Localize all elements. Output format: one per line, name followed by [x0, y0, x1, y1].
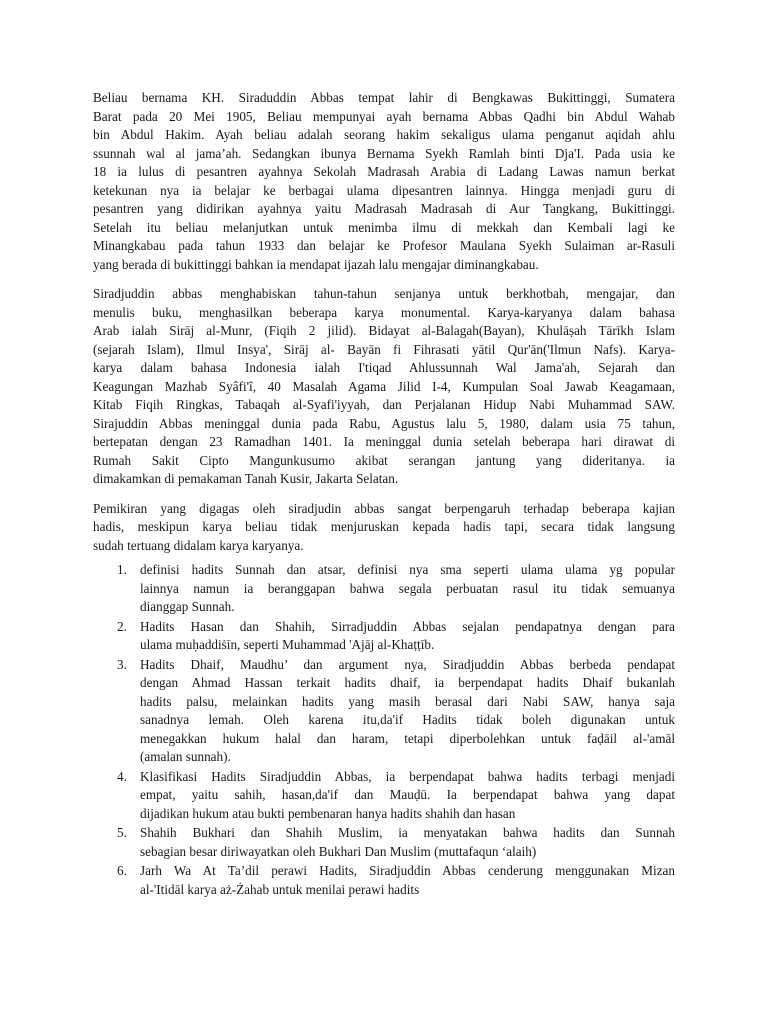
list-item-number: 4.	[117, 768, 127, 784]
list-item	[93, 656, 675, 767]
list-item	[93, 561, 675, 617]
text-line: hadis, meskipun karya beliau tidak menjuruskan kepada hadis tapi, secara tidak langsung	[93, 519, 675, 534]
text-line: Arab ialah Sirāj al-Munr, (Fiqih 2 jilid). Bidayat al-Balagah(Bayan), Khulāṣah Tārīkh Islam	[93, 323, 675, 338]
text-line: dimakamkan di pemakaman Tanah Kusir, Jakarta Selatan.	[93, 471, 399, 486]
text-line: Barat pada 20 Mei 1905, Beliau mempunyai ayah bernama Abbas Qadhi bin Abdul Wahab	[93, 108, 675, 124]
text-line: Jarh Wa At Ta’dil perawi Hadits, Siradjuddin Abbas cenderung menggunakan Mizan	[140, 863, 675, 878]
text-line: menulis buku, menghasilkan beberapa karya monumental. Karya-karyanya dalam bahasa	[93, 304, 675, 320]
text-line: sudah tertuang didalam karya karyanya.	[93, 537, 304, 553]
text-line: dijadikan hukum atau bukti pembenaran hanya hadits shahih dan hasan	[140, 805, 516, 821]
list-item-number: 5.	[117, 825, 127, 840]
text-line: menegakkan hukum halal dan haram, tetapi diperbolehkan untuk faḍāil al-'amāl	[140, 730, 675, 746]
paragraph-works	[93, 285, 675, 489]
text-line: definisi hadits Sunnah dan atsar, definisi nya sma seperti ulama ulama yg popular	[140, 562, 675, 577]
text-line: al-'Itidāl karya aż-Żahab untuk menilai perawi hadits	[140, 881, 420, 897]
text-line: bertepatan dengan 23 Ramadhan 1401. Ia meninggal dunia setelah beberapa hari dirawat di	[93, 434, 675, 449]
text-line: karya dalam bahasa Indonesia ialah I'tiqad Ahlussunnah Wal Jama'ah, Sejarah dan	[93, 360, 675, 375]
text-line: bin Abdul Hakim. Ayah beliau adalah seorang hakim sekaligus ulama penganut aqidah ahlu	[93, 127, 675, 142]
text-line: (amalan sunnah).	[140, 749, 231, 764]
paragraph-biography	[93, 89, 675, 274]
text-line: dengan Ahmad Hassan terkait hadits dhaif, ia berpendapat hadits Dhaif bukanlah	[140, 675, 675, 690]
list-item	[93, 768, 675, 824]
list-item-number: 1.	[117, 562, 127, 577]
paragraph-thought	[93, 500, 675, 556]
list-item-number: 3.	[117, 656, 127, 672]
text-line: pesantren yang didirikan ayahnya yaitu Madrasah Madrasah di Aur Tangkang, Bukittinggi.	[93, 201, 675, 216]
text-line: lainnya namun ia beranggapan bahwa segala perbuatan rasul itu tidak semuanya	[140, 580, 675, 596]
text-line: sanadnya lemah. Oleh karena itu,da'if Hadits tidak boleh digunakan untuk	[140, 712, 675, 727]
text-line: Shahih Bukhari dan Shahih Muslim, ia menyatakan bahwa hadits dan Sunnah	[140, 825, 675, 840]
text-line: Siradjuddin abbas menghabiskan tahun-tahun senjanya untuk berkhotbah, mengajar, dan	[93, 286, 675, 301]
text-line: Minangkabau pada tahun 1933 dan belajar ke Profesor Maulana Syekh Sulaiman ar-Rasuli	[93, 238, 675, 253]
document-page	[93, 89, 675, 900]
numbered-list	[93, 561, 675, 899]
text-line: yang berada di bukittinggi bahkan ia mendapat ijazah lalu mengajar diminangkabau.	[93, 256, 539, 272]
list-item	[93, 618, 675, 655]
text-line: Hadits Hasan dan Shahih, Sirradjuddin Abbas sejalan pendapatnya dengan para	[140, 618, 675, 634]
text-line: Beliau bernama KH. Siraduddin Abbas tempat lahir di Bengkawas Bukittinggi, Sumatera	[93, 90, 675, 105]
list-item-number: 2.	[117, 618, 127, 634]
text-line: dianggap Sunnah.	[140, 599, 235, 614]
text-line: Pemikiran yang digagas oleh siradjudin abbas sangat berpengaruh terhadap beberapa kajian	[93, 500, 675, 516]
text-line: Setelah itu beliau melanjutkan untuk menimba ilmu di mekkah dan Kembali lagi ke	[93, 219, 675, 235]
text-line: ssunnah wal al jama’ah. Sedangkan ibunya Bernama Syekh Ramlah binti Dja'I. Pada usia ke	[93, 145, 675, 161]
text-line: Hadits Dhaif, Maudhu’ dan argument nya, Siradjuddin Abbas berbeda pendapat	[140, 656, 675, 672]
text-line: Rumah Sakit Cipto Mangunkusumo akibat serangan jantung yang dideritanya. ia	[93, 452, 675, 468]
list-item	[93, 824, 675, 861]
text-line: empat, yaitu sahih, hasan,da'if dan Mauḍū. Ia berpendapat bahwa yang dapat	[140, 787, 675, 802]
list-item-number: 6.	[117, 863, 127, 878]
text-line: (sejarah Islam), Ilmul Insya', Sirāj al- Bayān fi Fihrasati yātil Qur'ān('Ilmun Nafs). Karya-	[93, 341, 675, 357]
text-line: ulama muḥaddiṡīn, seperti Muhammad 'Ajāj al-Khaṭṭīb.	[140, 637, 435, 652]
text-line: sebagian besar diriwayatkan oleh Bukhari Dan Muslim (muttafaqun ‘alaih)	[140, 843, 537, 859]
text-line: Keagungan Mazhab Syâfi'î, 40 Masalah Agama Jilid I-4, Kumpulan Soal Jawab Keagamaan,	[93, 378, 675, 394]
text-line: ketekunan nya ia belajar ke berbagai ulama dipesantren lainnya. Hingga menjadi guru di	[93, 182, 675, 198]
text-line: Sirajuddin Abbas meninggal dunia pada Rabu, Agustus lalu 5, 1980, dalam usia 75 tahun,	[93, 415, 675, 431]
text-line: 18 ia lulus di pesantren ayahnya Sekolah Madrasah Arabia di Ladang Lawas namun berkat	[93, 164, 675, 179]
text-line: hadits palsu, melainkan hadits yang masih berasal dari Nabi SAW, hanya saja	[140, 693, 675, 709]
text-line: Klasifikasi Hadits Siradjuddin Abbas, ia berpendapat bahwa hadits terbagi menjadi	[140, 768, 675, 784]
text-line: Kitab Fiqih Ringkas, Tabaqah al-Syafi'iyyah, dan Perjalanan Hidup Nabi Muhammad SAW.	[93, 397, 675, 412]
list-item	[93, 862, 675, 899]
